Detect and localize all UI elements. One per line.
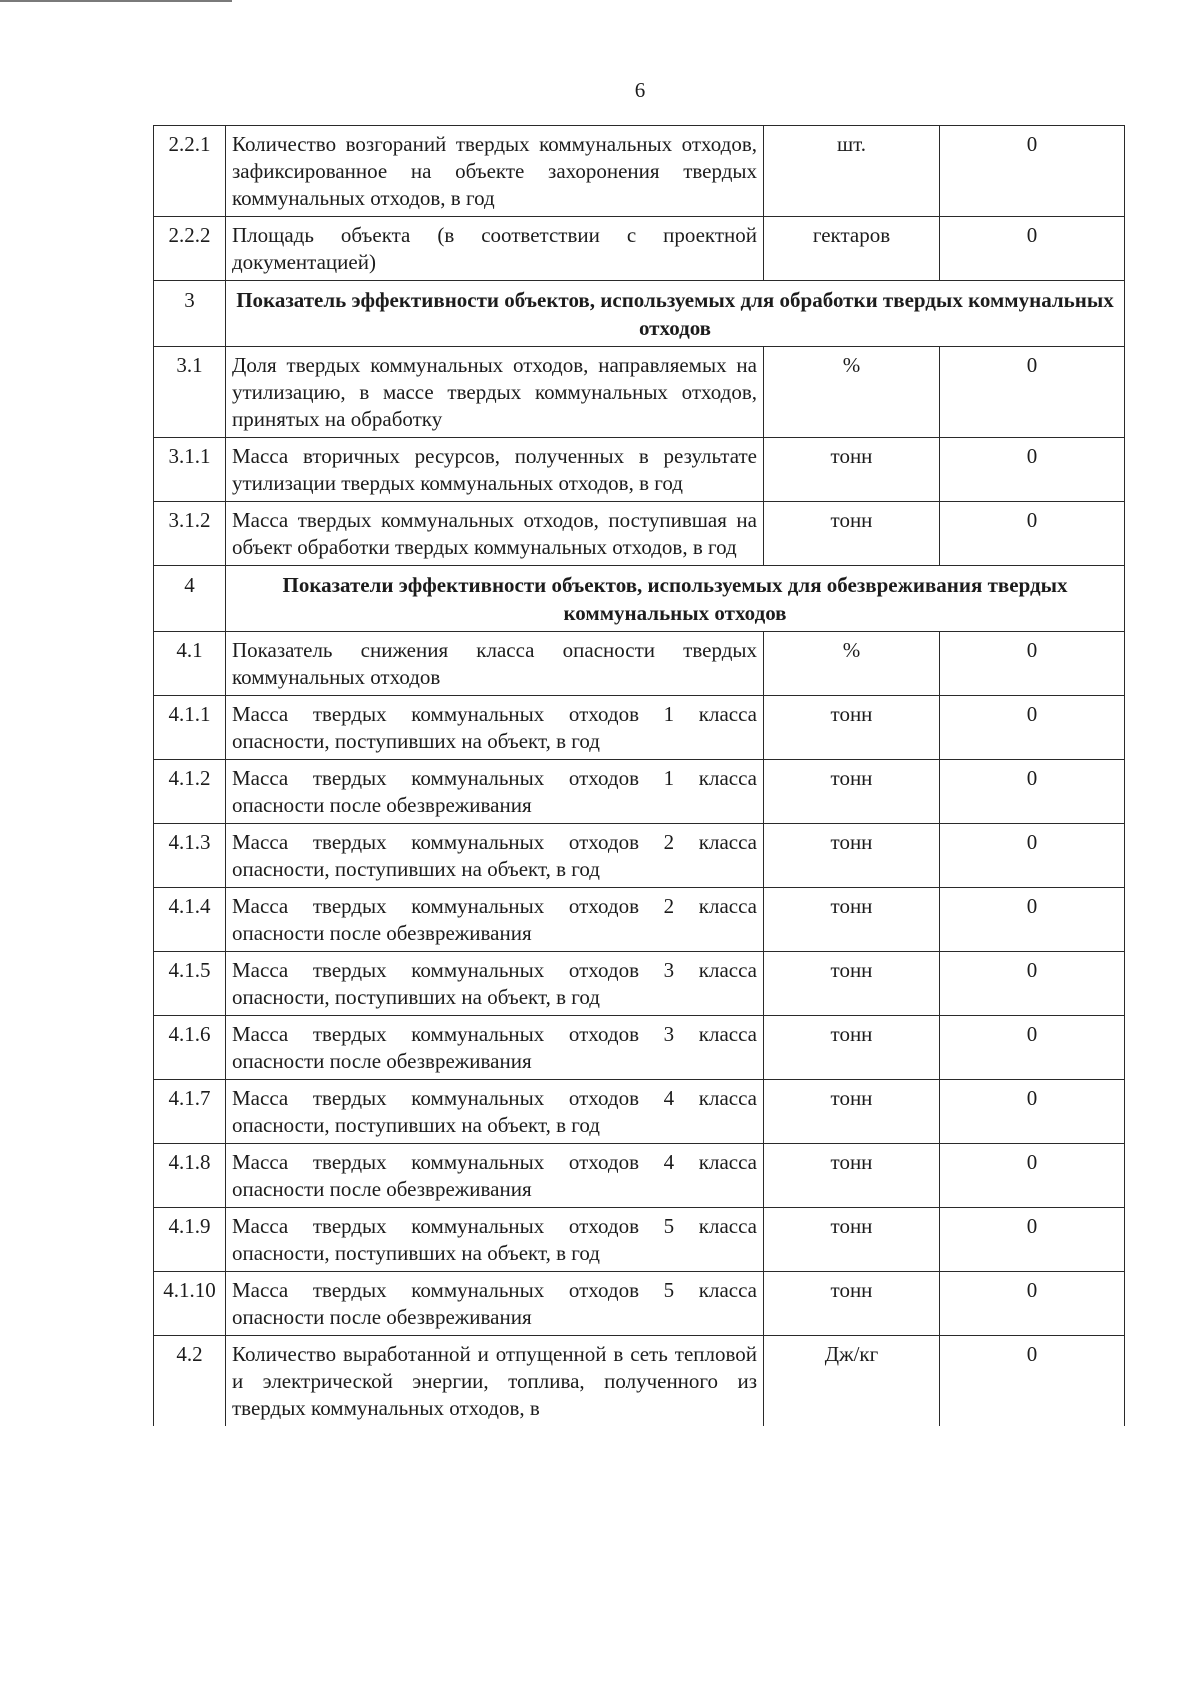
indicator-unit: шт. (764, 126, 940, 217)
indicator-name: Масса твердых коммунальных отходов 3 класса опасности, поступивших на объект, в год (226, 952, 764, 1016)
indicator-name: Площадь объекта (в соответствии с проектной документацией) (226, 217, 764, 281)
indicators-table-body (154, 126, 1125, 1427)
indicator-unit: тонн (764, 760, 940, 824)
indicator-name: Масса твердых коммунальных отходов 2 класса опасности, поступивших на объект, в год (226, 824, 764, 888)
indicator-number: 4.1.9 (154, 1208, 226, 1272)
indicator-name: Количество выработанной и отпущенной в сеть тепловой и электрической энергии, топлива, полученного из твердых коммунальных отходов, в (226, 1336, 764, 1427)
indicator-number: 3.1.2 (154, 502, 226, 566)
indicator-unit: Дж/кг (764, 1336, 940, 1427)
indicator-name: Масса твердых коммунальных отходов 4 класса опасности после обезвреживания (226, 1144, 764, 1208)
indicator-name: Масса твердых коммунальных отходов 5 класса опасности после обезвреживания (226, 1272, 764, 1336)
indicator-number: 2.2.2 (154, 217, 226, 281)
indicator-number: 3.1.1 (154, 438, 226, 502)
section-number: 4 (154, 566, 226, 632)
table-row (154, 632, 1125, 696)
section-title: Показатели эффективности объектов, используемых для обезвреживания твердых коммунальных отходов (226, 566, 1125, 632)
indicator-unit: тонн (764, 502, 940, 566)
indicator-unit: тонн (764, 1272, 940, 1336)
indicators-table (153, 125, 1125, 1426)
indicator-name: Масса твердых коммунальных отходов 4 класса опасности, поступивших на объект, в год (226, 1080, 764, 1144)
indicator-number: 4.1.7 (154, 1080, 226, 1144)
indicator-value: 0 (940, 1208, 1125, 1272)
indicator-number: 4.2 (154, 1336, 226, 1427)
indicator-unit: тонн (764, 438, 940, 502)
indicator-number: 4.1 (154, 632, 226, 696)
scan-edge-line (0, 0, 232, 2)
indicator-value: 0 (940, 888, 1125, 952)
indicator-number: 4.1.5 (154, 952, 226, 1016)
indicator-unit: тонн (764, 824, 940, 888)
indicator-value: 0 (940, 126, 1125, 217)
indicator-value: 0 (940, 632, 1125, 696)
table-row (154, 952, 1125, 1016)
table-row (154, 824, 1125, 888)
indicator-name: Масса вторичных ресурсов, полученных в результате утилизации твердых коммунальных отходов, в год (226, 438, 764, 502)
indicator-unit: тонн (764, 952, 940, 1016)
table-row (154, 1080, 1125, 1144)
indicator-value: 0 (940, 1080, 1125, 1144)
indicator-value: 0 (940, 696, 1125, 760)
indicator-name: Масса твердых коммунальных отходов 1 класса опасности после обезвреживания (226, 760, 764, 824)
indicator-unit: тонн (764, 696, 940, 760)
indicator-value: 0 (940, 760, 1125, 824)
indicator-name: Масса твердых коммунальных отходов 2 класса опасности после обезвреживания (226, 888, 764, 952)
page-number: 6 (634, 78, 646, 102)
section-row (154, 566, 1125, 632)
indicator-value: 0 (940, 824, 1125, 888)
indicator-unit: тонн (764, 1080, 940, 1144)
table-row (154, 760, 1125, 824)
table-row (154, 1016, 1125, 1080)
indicator-unit: тонн (764, 1016, 940, 1080)
table-row (154, 696, 1125, 760)
table-row (154, 888, 1125, 952)
table-row (154, 217, 1125, 281)
indicator-name: Количество возгораний твердых коммунальных отходов, зафиксированное на объекте захоронения твердых коммунальных отходов, в год (226, 126, 764, 217)
indicator-value: 0 (940, 347, 1125, 438)
table-row (154, 126, 1125, 217)
indicator-unit: тонн (764, 1144, 940, 1208)
section-title: Показатель эффективности объектов, используемых для обработки твердых коммунальных отходов (226, 281, 1125, 347)
indicator-value: 0 (940, 1336, 1125, 1427)
indicator-number: 4.1.6 (154, 1016, 226, 1080)
indicator-number: 4.1.4 (154, 888, 226, 952)
indicator-unit: тонн (764, 1208, 940, 1272)
table-row (154, 438, 1125, 502)
indicator-name: Показатель снижения класса опасности твердых коммунальных отходов (226, 632, 764, 696)
indicator-name: Масса твердых коммунальных отходов 1 класса опасности, поступивших на объект, в год (226, 696, 764, 760)
table-row (154, 347, 1125, 438)
indicator-value: 0 (940, 1272, 1125, 1336)
table-row (154, 1336, 1125, 1427)
indicator-number: 4.1.10 (154, 1272, 226, 1336)
indicator-name: Масса твердых коммунальных отходов 3 класса опасности после обезвреживания (226, 1016, 764, 1080)
indicator-number: 4.1.1 (154, 696, 226, 760)
indicator-unit: % (764, 347, 940, 438)
indicator-value: 0 (940, 502, 1125, 566)
indicator-unit: гектаров (764, 217, 940, 281)
table-row (154, 1144, 1125, 1208)
indicator-value: 0 (940, 217, 1125, 281)
indicator-value: 0 (940, 952, 1125, 1016)
section-row (154, 281, 1125, 347)
indicator-unit: тонн (764, 888, 940, 952)
indicator-number: 4.1.8 (154, 1144, 226, 1208)
indicator-number: 4.1.2 (154, 760, 226, 824)
indicator-number: 2.2.1 (154, 126, 226, 217)
indicator-name: Масса твердых коммунальных отходов, поступившая на объект обработки твердых коммунальных отходов, в год (226, 502, 764, 566)
indicator-unit: % (764, 632, 940, 696)
table-row (154, 502, 1125, 566)
indicator-number: 4.1.3 (154, 824, 226, 888)
indicator-value: 0 (940, 438, 1125, 502)
indicator-value: 0 (940, 1016, 1125, 1080)
indicator-number: 3.1 (154, 347, 226, 438)
table-row (154, 1208, 1125, 1272)
section-number: 3 (154, 281, 226, 347)
indicator-value: 0 (940, 1144, 1125, 1208)
indicator-name: Масса твердых коммунальных отходов 5 класса опасности, поступивших на объект, в год (226, 1208, 764, 1272)
indicator-name: Доля твердых коммунальных отходов, направляемых на утилизацию, в массе твердых коммунальных отходов, принятых на обработку (226, 347, 764, 438)
table-row (154, 1272, 1125, 1336)
